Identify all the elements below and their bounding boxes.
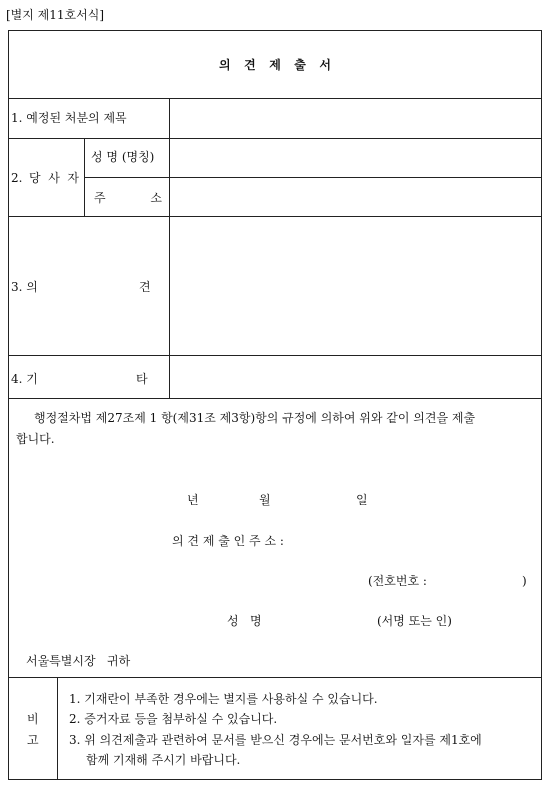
remarks-note-2: 2. 증거자료 등을 첨부하실 수 있습니다.: [69, 712, 278, 726]
other-field[interactable]: [170, 356, 541, 398]
phone-close: ): [522, 574, 527, 588]
address-label: 주 소: [94, 191, 162, 205]
title-char: 출: [294, 58, 306, 72]
opinion-label-left: 3. 의: [11, 280, 38, 294]
divider-remarks: [8, 677, 542, 678]
addressee: 서울특별시장 귀하: [26, 654, 131, 668]
title-char: 견: [244, 58, 256, 72]
form-border-left: [8, 30, 9, 780]
other-label-left: 4. 기: [11, 372, 38, 386]
submitter-address-label: 의 견 제 출 인 주 소 :: [172, 534, 284, 548]
phone-label: (전호번호 :: [368, 574, 427, 588]
date-month-label: 월: [259, 493, 271, 507]
name-label: 성 명 (명칭): [91, 150, 155, 164]
form-title: [219, 58, 331, 72]
form-border-right: [541, 30, 542, 780]
subject-field[interactable]: [170, 99, 541, 138]
form-border-top: [8, 30, 542, 31]
address-field[interactable]: [170, 178, 541, 216]
statement-line-1: 행정절차법 제27조제 1 항(제31조 제3항)항의 규정에 의하여 위와 같이 의견을 제출: [34, 411, 476, 425]
signer-name-label: 성 명: [227, 614, 262, 628]
statement-line-2: 합니다.: [16, 432, 55, 446]
opinion-field[interactable]: [170, 217, 541, 355]
subject-label: 1. 예정된 처분의 제목: [11, 111, 127, 125]
title-char: 서: [319, 58, 331, 72]
remarks-note-4: 함께 기재해 주시기 바랍니다.: [86, 753, 241, 767]
remarks-note-3: 3. 위 의견제출과 관련하여 문서를 받으신 경우에는 문서번호와 일자를 제1호에: [69, 733, 482, 747]
party-label: [11, 171, 81, 185]
title-char: 제: [269, 58, 281, 72]
col-divider-remarks: [57, 677, 58, 779]
date-day-label: 일: [356, 493, 368, 507]
opinion-label-right: 견: [139, 280, 151, 294]
other-label-right: 타: [136, 372, 148, 386]
date-year-label: 년: [187, 493, 199, 507]
remarks-label-char: 비: [27, 712, 39, 726]
title-char: 의: [219, 58, 231, 72]
party-label-number: 2.: [11, 171, 23, 185]
remarks-note-1: 1. 기재란이 부족한 경우에는 별지를 사용하실 수 있습니다.: [69, 692, 378, 706]
seal-label: (서명 또는 인): [377, 614, 452, 628]
remarks-label-char: 고: [27, 733, 39, 747]
party-label-text: 당 사 자: [29, 171, 79, 185]
name-field[interactable]: [170, 139, 541, 177]
col-divider-party: [84, 138, 85, 216]
form-number-tag: [별지 제11호서식]: [6, 8, 104, 22]
divider-other: [8, 398, 542, 399]
form-border-bottom: [8, 779, 542, 780]
